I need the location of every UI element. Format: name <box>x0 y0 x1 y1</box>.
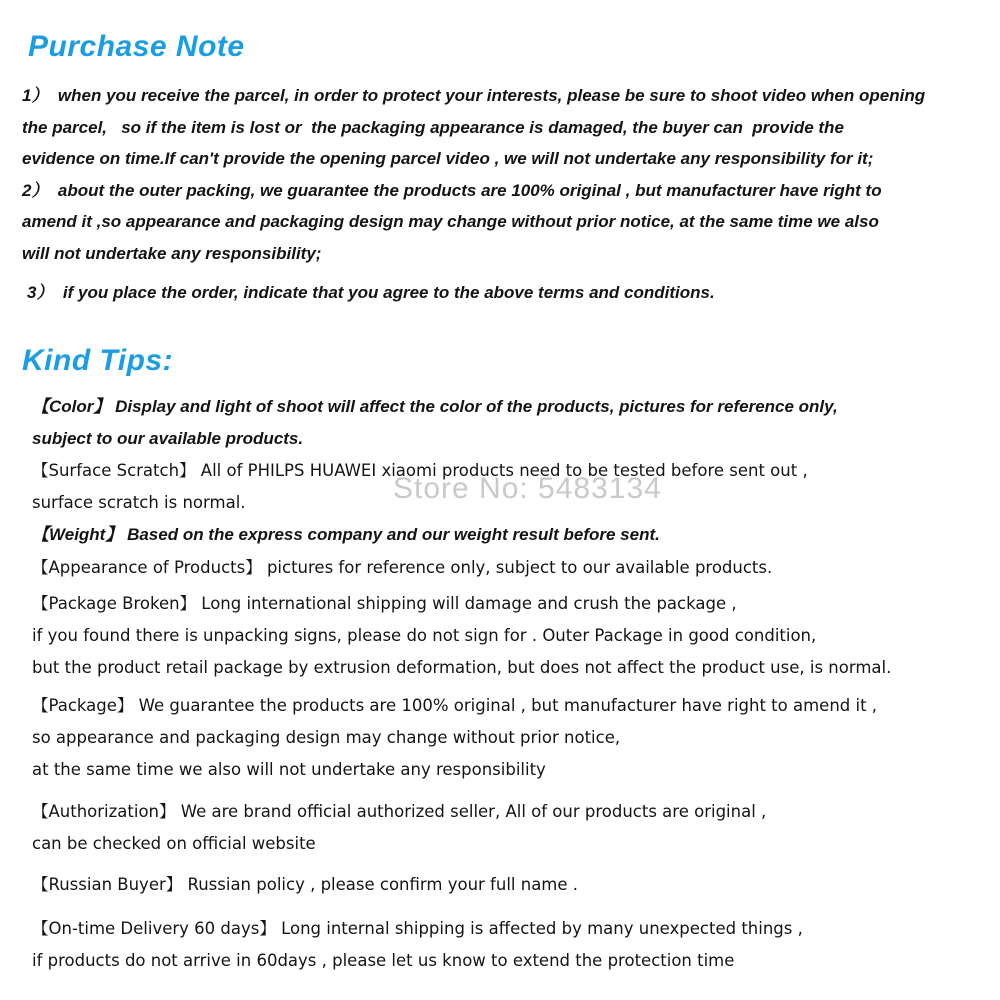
page-content <box>0 30 1000 977</box>
purchase-note-item2-line3: will not undertake any responsibility; <box>22 243 322 263</box>
tip-appearance-of-products <box>32 552 990 584</box>
tip-surface-scratch-line1: 【Surface Scratch】 All of PHILPS HUAWEI xiaomi products need to be tested before sent out , <box>32 460 808 480</box>
kind-tips-body <box>32 391 990 977</box>
tip-appearance-line1: 【Appearance of Products】 pictures for reference only, subject to our available products. <box>32 557 773 577</box>
kind-tips-title: Kind Tips: <box>22 343 174 377</box>
tip-on-time-delivery-line2: if products do not arrive in 60days , please let us know to extend the protection time <box>32 950 735 970</box>
tip-color-line2: subject to our available products. <box>32 428 304 448</box>
tip-surface-scratch <box>32 455 990 519</box>
purchase-note-item3: 3） if you place the order, indicate that you agree to the above terms and conditions. <box>27 283 715 302</box>
tip-package-line2: so appearance and packaging design may change without prior notice, <box>32 727 621 747</box>
tip-package-broken <box>32 588 990 684</box>
tip-weight-line1: 【Weight】 Based on the express company and our weight result before sent. <box>32 524 660 544</box>
store-number-watermark: Store No: 5483134 <box>393 472 662 505</box>
tip-authorization <box>32 796 990 860</box>
tip-russian-buyer <box>32 869 990 901</box>
tip-package <box>32 690 990 786</box>
purchase-note-item2-line1: 2） about the outer packing, we guarantee the products are 100% original , but manufacturer have right to <box>22 180 882 200</box>
purchase-note-title: Purchase Note <box>28 30 245 63</box>
tip-package-broken-line1: 【Package Broken】 Long international shipping will damage and crush the package , <box>32 593 737 613</box>
tip-package-broken-line3: but the product retail package by extrusion deformation, but does not affect the product use, is normal. <box>32 657 892 677</box>
tip-color-line1: 【Color】 Display and light of shoot will affect the color of the products, pictures for reference only, <box>32 396 838 416</box>
tip-weight <box>32 519 990 551</box>
tip-surface-scratch-line2: surface scratch is normal. <box>32 492 246 512</box>
purchase-note-body <box>22 80 990 309</box>
purchase-note-item1-line2: the parcel, so if the item is lost or the packaging appearance is damaged, the buyer can provide the <box>22 117 844 137</box>
tip-russian-buyer-line1: 【Russian Buyer】 Russian policy , please confirm your full name . <box>32 874 579 894</box>
tip-package-line3: at the same time we also will not undertake any responsibility <box>32 759 546 779</box>
tip-on-time-delivery-line1: 【On-time Delivery 60 days】 Long internal shipping is affected by many unexpected things , <box>32 918 803 938</box>
tip-package-line1: 【Package】 We guarantee the products are 100% original , but manufacturer have right to amend it , <box>32 695 878 715</box>
tip-authorization-line1: 【Authorization】 We are brand official authorized seller, All of our products are original , <box>32 801 767 821</box>
tip-package-broken-line2: if you found there is unpacking signs, please do not sign for . Outer Package in good condition, <box>32 625 817 645</box>
purchase-note-item1-line3: evidence on time.If can't provide the opening parcel video , we will not undertake any responsibility for it; <box>22 149 874 168</box>
tip-on-time-delivery <box>32 913 990 977</box>
purchase-note-item1-line1: 1） when you receive the parcel, in order to protect your interests, please be sure to shoot video when opening <box>22 86 926 105</box>
purchase-note-item2-line2: amend it ,so appearance and packaging design may change without prior notice, at the same time we also <box>22 212 879 231</box>
tip-color <box>32 391 990 455</box>
tip-authorization-line2: can be checked on official website <box>32 833 316 853</box>
